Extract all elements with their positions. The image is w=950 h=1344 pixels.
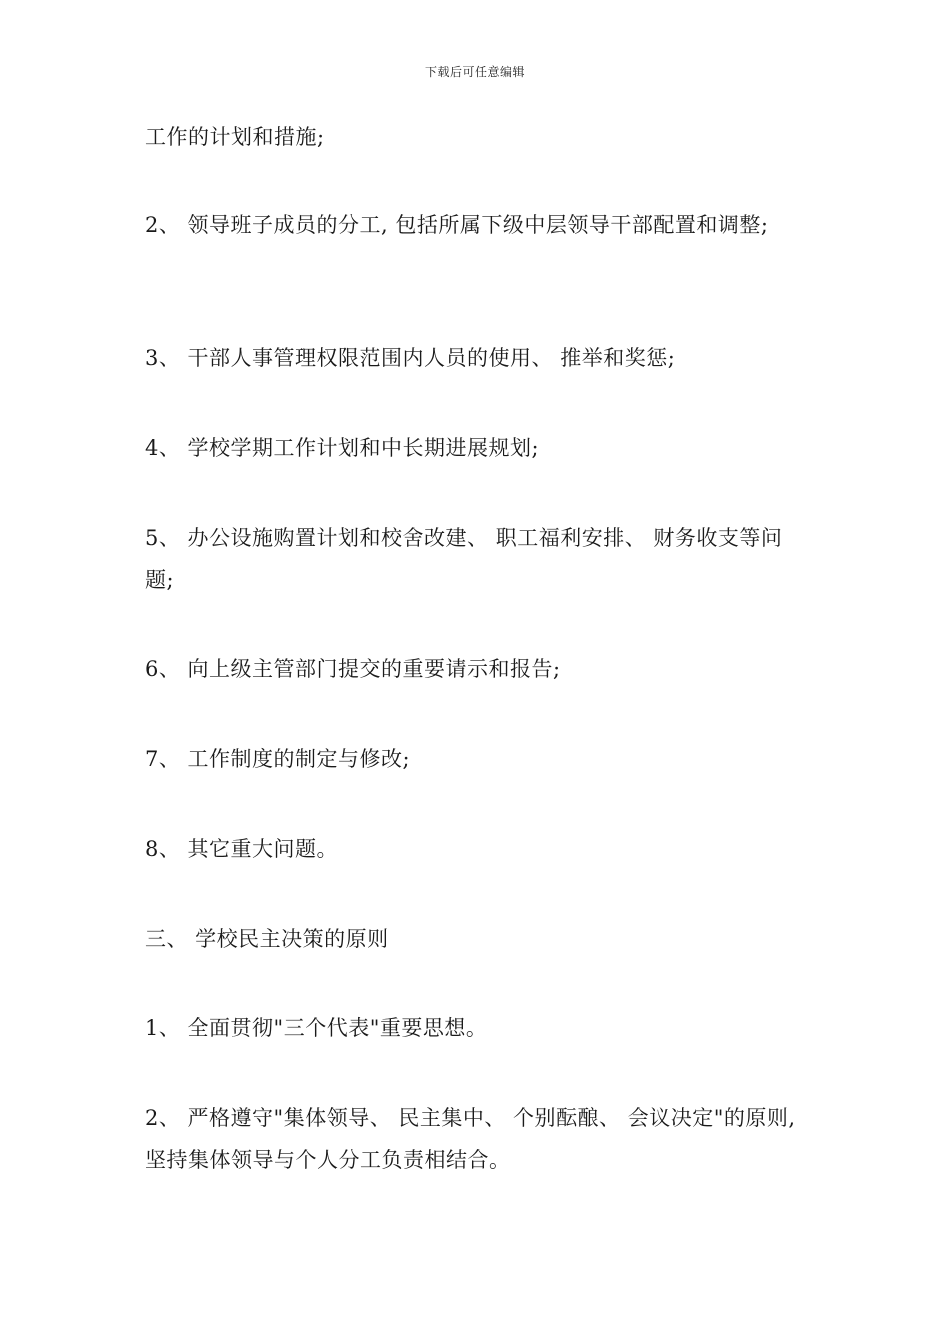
list-item-5-facilities-finance: 5、 办公设施购置计划和校舍改建、 职工福利安排、 财务收支等问题;	[145, 526, 783, 592]
page-header-note: 下载后可任意编辑	[424, 65, 525, 79]
list-item-2-division-of-labor: 2、 领导班子成员的分工, 包括所属下级中层领导干部配置和调整;	[145, 213, 769, 237]
list-item-principle-1: 1、 全面贯彻"三个代表"重要思想。	[145, 1016, 488, 1040]
list-item-4-school-plan: 4、 学校学期工作计划和中长期进展规划;	[145, 436, 540, 460]
list-item-3-personnel-management: 3、 干部人事管理权限范围内人员的使用、 推举和奖惩;	[145, 346, 676, 370]
list-item-7-work-rules: 7、 工作制度的制定与修改;	[145, 747, 411, 771]
paragraph-work-plan-continuation: 工作的计划和措施;	[145, 125, 325, 149]
section-heading-principles: 三、 学校民主决策的原则	[145, 927, 389, 951]
list-item-6-reports: 6、 向上级主管部门提交的重要请示和报告;	[145, 657, 561, 681]
list-item-8-other-issues: 8、 其它重大问题。	[145, 837, 339, 861]
list-item-principle-2: 2、 严格遵守"集体领导、 民主集中、 个别酝酿、 会议决定"的原则, 坚持集体领导与个人分工负责相结合。	[145, 1106, 803, 1172]
